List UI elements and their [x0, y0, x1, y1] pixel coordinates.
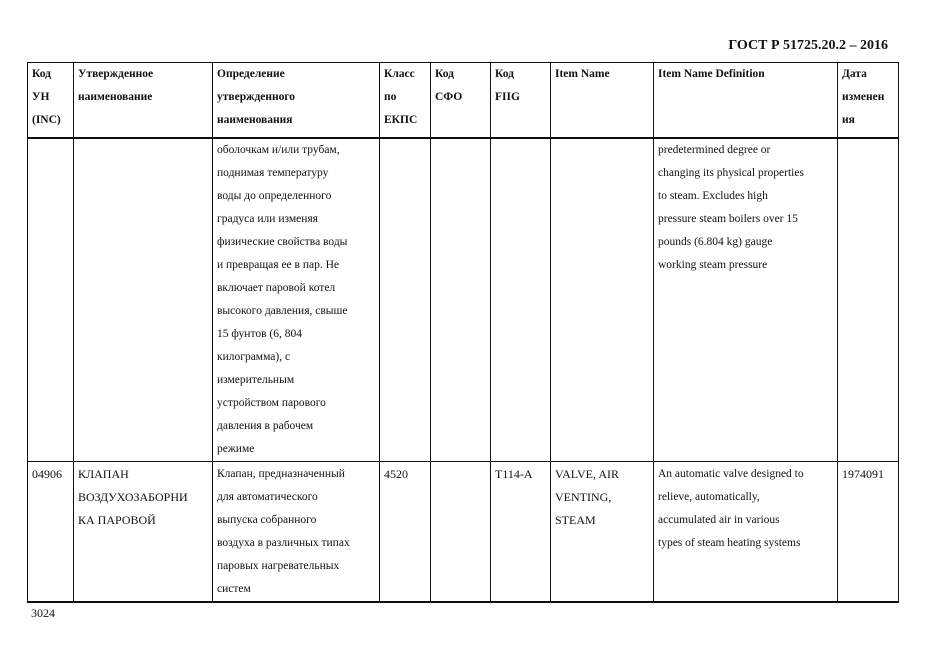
cell-inc: 04906: [28, 462, 74, 603]
column-header-inc: Код УН (INC): [28, 63, 74, 139]
column-header-ekps-class: Класс по ЕКПС: [380, 63, 431, 139]
cell-ekps-class: 4520: [380, 462, 431, 603]
column-header-approved-name: Утвержденное наименование: [74, 63, 213, 139]
cell-sfo-code: [431, 138, 491, 462]
cell-change-date: [838, 138, 899, 462]
cell-item-name-definition: predetermined degree or changing its physical properties to steam. Excludes high pressure steam boilers over 15 pounds (6.804 kg) gauge working steam pressure: [654, 138, 838, 462]
cell-inc: [28, 138, 74, 462]
cell-item-name-definition: An automatic valve designed to relieve, automatically, accumulated air in various types of steam heating systems: [654, 462, 838, 603]
cell-sfo-code: [431, 462, 491, 603]
cell-ekps-class: [380, 138, 431, 462]
column-header-change-date: Дата изменен ия: [838, 63, 899, 139]
cell-approved-name: [74, 138, 213, 462]
page-number: 3024: [31, 606, 55, 620]
cell-change-date: 1974091: [838, 462, 899, 603]
table-header-row: [28, 63, 899, 139]
column-header-fiig-code: Код FIIG: [491, 63, 551, 139]
document-standard-header: ГОСТ Р 51725.20.2 – 2016: [728, 38, 888, 53]
table-row: [28, 138, 899, 462]
column-header-item-name: Item Name: [551, 63, 654, 139]
cell-approved-name: КЛАПАН ВОЗДУХОЗАБОРНИ КА ПАРОВОЙ: [74, 462, 213, 603]
classification-table: [27, 62, 899, 603]
table-row: [28, 462, 899, 603]
cell-item-name: [551, 138, 654, 462]
column-header-sfo-code: Код СФО: [431, 63, 491, 139]
cell-fiig-code: [491, 138, 551, 462]
column-header-item-name-definition: Item Name Definition: [654, 63, 838, 139]
cell-definition-ru: оболочкам и/или трубам, поднимая температуру воды до определенного градуса или изменяя физические свойства воды и превращая ее в пар. Не включает паровой котел высокого давления, свыше 15 фунтов (6, 804 килограмма), с измерительным устройством парового давления в рабочем режиме: [213, 138, 380, 462]
cell-fiig-code: T114-A: [491, 462, 551, 603]
cell-definition-ru: Клапан, предназначенный для автоматического выпуска собранного воздуха в различных типах паровых нагревательных систем: [213, 462, 380, 603]
cell-item-name: VALVE, AIR VENTING, STEAM: [551, 462, 654, 603]
column-header-definition: Определение утвержденного наименования: [213, 63, 380, 139]
